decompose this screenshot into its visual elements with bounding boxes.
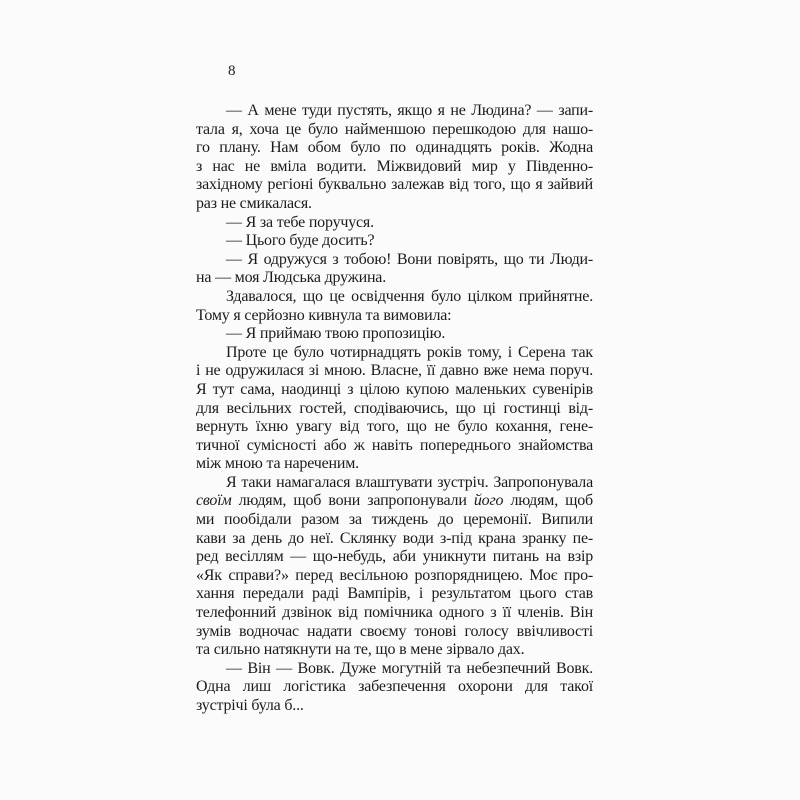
text-line <box>196 195 593 214</box>
text-line <box>196 232 593 251</box>
text-line <box>196 474 593 493</box>
text-line <box>196 641 593 660</box>
text-line <box>196 269 593 288</box>
text-segment: — Цього буде досить? <box>226 232 375 250</box>
text-block <box>196 102 593 716</box>
text-segment: — Я приймаю твою пропозицію. <box>226 325 446 343</box>
text-line <box>196 548 593 567</box>
text-segment: і не одружилася зі мною. Власне, її давно вже нема поруч. <box>196 362 593 380</box>
text-segment: Одна лиш логістика забезпечення охорони для такої <box>196 678 593 696</box>
text-line <box>196 604 593 623</box>
text-line <box>196 678 593 697</box>
text-line <box>196 121 593 140</box>
text-segment: Здавалося, що це освідчення було цілком прийнятне. <box>226 287 593 305</box>
text-line <box>196 437 593 456</box>
italic-text: своїм <box>196 492 232 510</box>
text-segment: між мною та нареченим. <box>196 455 359 473</box>
text-segment: тичної сумісності або ж навіть попереднього знайомства <box>196 436 593 454</box>
text-segment: людям, щоб <box>503 492 593 510</box>
text-segment: зумів водночас надати своєму тонові голосу ввічливості <box>196 622 593 640</box>
text-segment: хання передали раді Вампірів, і результатом цього став <box>196 585 593 603</box>
text-line <box>196 325 593 344</box>
text-segment: західному регіоні буквально залежав від того, що я зайвий <box>196 176 593 194</box>
page-number: 8 <box>228 63 236 79</box>
text-segment: Я тут сама, наодинці з цілою купою маленьких сувенірів <box>196 380 593 398</box>
text-segment: телефонний дзвінок від помічника одного з її членів. Він <box>196 604 593 622</box>
text-segment: Я таки намагалася влаштувати зустріч. Запропонувала <box>226 473 593 491</box>
text-line <box>196 288 593 307</box>
text-line <box>196 511 593 530</box>
text-line <box>196 418 593 437</box>
text-segment: зустрічі була б... <box>196 697 304 714</box>
text-line <box>196 567 593 586</box>
text-segment: ми пообідали разом за тиждень до церемонії. Випили <box>196 511 593 529</box>
text-line <box>196 660 593 679</box>
text-segment: та сильно натякнути на те, що в мене зірвало дах. <box>196 641 525 659</box>
text-line <box>196 623 593 642</box>
text-line <box>196 697 593 716</box>
text-line <box>196 400 593 419</box>
text-line <box>196 362 593 381</box>
text-segment: — Я одружуся з тобою! Вони повірять, що ти Люди- <box>226 250 593 268</box>
text-line <box>196 455 593 474</box>
text-line <box>196 530 593 549</box>
text-segment: для весільних гостей, сподіваючись, що ці гостинці від- <box>196 399 593 417</box>
text-segment: людям, щоб вони запропонували <box>231 492 474 510</box>
text-segment: з нас не вміла водити. Міжвидовий мир у Південно- <box>196 157 593 175</box>
text-line <box>196 381 593 400</box>
text-line <box>196 158 593 177</box>
text-line <box>196 176 593 195</box>
text-segment: Проте це було чотирнадцять років тому, і Серена так <box>226 343 593 361</box>
text-line <box>196 307 593 326</box>
text-segment: — А мене туди пустять, якщо я не Людина? — запи- <box>226 102 593 119</box>
text-line <box>196 251 593 270</box>
text-line <box>196 492 593 511</box>
italic-text: його <box>473 492 504 510</box>
text-segment: — Я за тебе поручуся. <box>226 213 374 231</box>
text-segment: кави за день до неї. Склянку води з-під крана зранку пе- <box>196 529 593 547</box>
text-line <box>196 214 593 233</box>
text-segment: вернуть їхню увагу від того, що не було кохання, гене- <box>196 418 593 436</box>
text-segment: ред весіллям — що-небудь, аби уникнути питань на взір <box>196 548 593 566</box>
text-line <box>196 344 593 363</box>
text-segment: на — моя Людська дружина. <box>196 269 387 287</box>
text-line <box>196 102 593 121</box>
text-segment: Тому я серйозно кивнула та вимовила: <box>196 306 452 324</box>
text-segment: «Як справи?» перед весільною розпорядницею. Моє про- <box>196 566 593 584</box>
text-line <box>196 139 593 158</box>
text-segment: го плану. Нам обом було по одинадцять років. Жодна <box>196 139 593 157</box>
text-segment: раз не смикалася. <box>196 194 312 212</box>
text-line <box>196 585 593 604</box>
text-segment: — Він — Вовк. Дуже могутній та небезпечний Вовк. <box>226 659 593 677</box>
text-segment: тала я, хоча це було найменшою перешкодою для нашо- <box>196 120 593 138</box>
